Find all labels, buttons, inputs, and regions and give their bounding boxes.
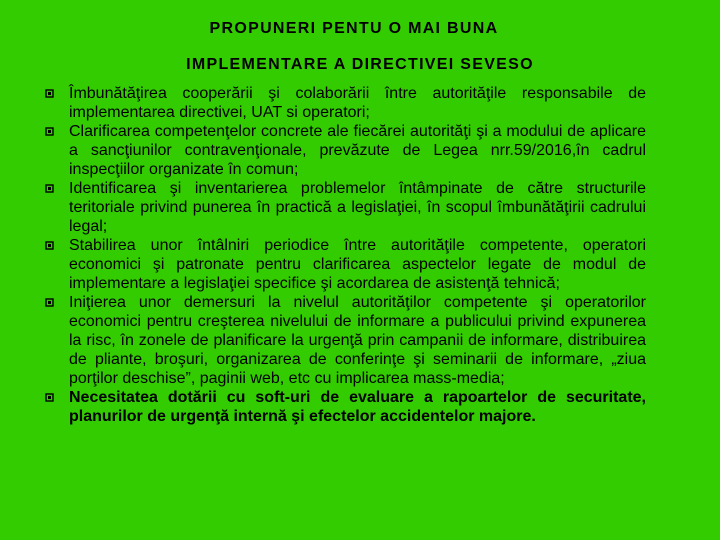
square-bullet-icon [44,240,55,251]
list-item-text: Clarificarea competenţelor concrete ale fiecărei autorităţi şi a modului de aplicare a sancţiunilor contravenţionale, prevăzute de Legea nrr.59/2016,în cadrul inspecţiilor organizate în comun; [69,123,646,178]
list-item-text: Iniţierea unor demersuri la nivelul autorităţilor competente şi operatorilor economici pentru creşterea nivelului de informare a publicului privind expunerea la risc, în zonele de planificare la urgenţă prin campanii de informare, distribuirea de pliante, broşuri, organizarea de conferinţe şi seminarii de informare, „ziua porţilor deschise”, paginii web, etc cu implicarea mass-media; [69,294,646,387]
list-item-text: Stabilirea unor întâlniri periodice între autorităţile competente, operatori economici şi patronate pentru clarificarea aspectelor legate de modul de implementare a legislaţiei specifice şi acordarea de asistenţă tehnică; [69,237,646,292]
list-item [0,84,720,122]
list-item [0,179,720,236]
list-item-text: Necesitatea dotării cu soft-uri de evaluare a rapoartelor de securitate, planurilor de urgenţă internă şi efectelor accidentelor majore. [69,389,646,425]
square-bullet-icon [44,126,55,137]
square-bullet-icon [44,297,55,308]
square-bullet-icon [44,392,55,403]
list-item [0,293,720,388]
slide-title-line-2: IMPLEMENTARE A DIRECTIVEI SEVESO [186,56,534,73]
bullet-list [0,84,720,426]
slide-title-line-1: PROPUNERI PENTU O MAI BUNA [209,20,499,37]
list-item-text: Identificarea şi inventarierea problemelor întâmpinate de către structurile teritoriale privind punerea în practică a legislaţiei, în scopul îmbunătăţirii cadrului legal; [69,180,646,235]
list-item [0,122,720,179]
square-bullet-icon [44,183,55,194]
list-item [0,236,720,293]
list-item [0,388,720,426]
square-bullet-icon [44,88,55,99]
list-item-text: Îmbunătăţirea cooperării şi colaborării între autorităţile responsabile de implementarea directivei, UAT si operatori; [69,85,646,121]
